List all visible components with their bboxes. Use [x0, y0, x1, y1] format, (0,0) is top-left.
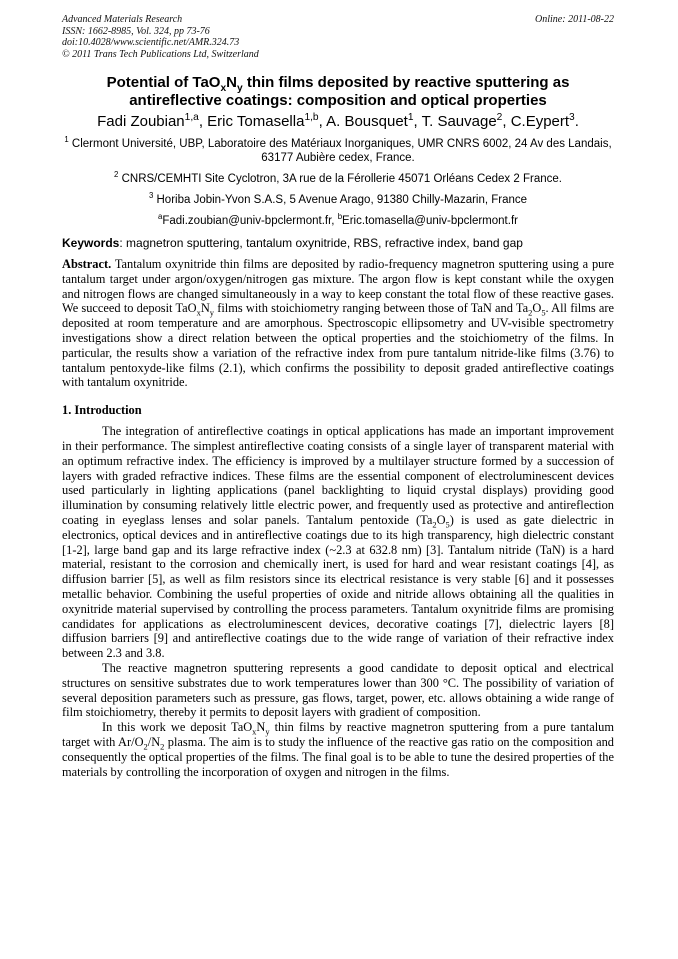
author: Eric Tomasella [207, 113, 305, 130]
section-heading: 1. Introduction [62, 403, 142, 418]
paragraph: The reactive magnetron sputtering represents a good candidate to deposit optical and electrical structures on sensitive substrates due to work temperatures lower than 300 °C. The possibility of variation of several deposition parameters such as pressure, gas flows, target, power, etc. allows obtaining a wide range of film stoichiometry, thereby it permits to deposit layers with gradient of composition. [62, 660, 614, 720]
affiliations [62, 137, 614, 228]
author: C.Eypert [510, 113, 570, 130]
paper-title: Potential of $TaO_xN_y$ thin films deposited by reactive sputtering as antireflective coatings: composition and optical properties [106, 74, 570, 109]
email-link-b[interactable]: Eric.tomasella@univ-bpclermont.fr [342, 215, 518, 227]
email-line: $^a$Fadi.zoubian@univ-bpclermont.fr, $^b$Eric.tomasella@univ-bpclermont.fr [158, 212, 518, 227]
author-list: Fadi Zoubian$^{1,a}$, Eric Tomasella$^{1,b}$, A. Bousquet$^1$, T. Sauvage$^2$, C.Eypert$^3$. [97, 112, 579, 130]
abstract-label: Abstract. [62, 257, 112, 271]
keywords-label: Keywords [62, 236, 120, 250]
introduction-body [62, 424, 614, 779]
author: Fadi Zoubian [97, 113, 185, 130]
affiliation-1: $^1$ Clermont Université, UBP, Laboratoire des Matériaux Inorganiques, UMR CNRS 6002, 24 Av des Landais, 63177 Aubière cedex, France. [64, 135, 612, 164]
email-link-a[interactable]: Fadi.zoubian@univ-bpclermont.fr, [162, 215, 338, 227]
journal-header [62, 14, 614, 60]
issn-line: ISSN: 1662-8985, Vol. 324, pp 73-76 [62, 25, 210, 37]
affiliation-2: $^2$ CNRS/CEMHTI Site Cyclotron, 3A rue de la Férollerie 45071 Orléans Cedex 2 France. [114, 170, 562, 185]
doi-line: doi:10.4028/www.scientific.net/AMR.324.73 [62, 37, 240, 48]
author: A. Bousquet [326, 113, 408, 130]
keywords [62, 236, 614, 251]
copyright-line: © 2011 Trans Tech Publications Ltd, Switzerland [62, 48, 259, 60]
paragraph: In this work we deposit $TaO_xN_y$ thin films by reactive magnetron sputtering from a pure tantalum target with $Ar/O_2/N_2$ plasma. The aim is to study the influence of the reactive gas ratio on the composition and consequently the optical properties of the films. The final goal is to be able to tune the desired properties of the materials by controlling the incorporation of oxygen and nitrogen in the films. [62, 720, 614, 779]
keywords-text: : magnetron sputtering, tantalum oxynitride, RBS, refractive index, band gap [119, 236, 523, 250]
affiliation-3: $^3$ Horiba Jobin-Yvon S.A.S, 5 Avenue Arago, 91380 Chilly-Mazarin, France [148, 191, 528, 206]
journal-name: Advanced Materials Research [62, 14, 183, 25]
author: T. Sauvage [421, 113, 497, 130]
abstract: Abstract. Tantalum oxynitride thin films are deposited by radio-frequency magnetron sputtering using a pure tantalum target under argon/oxygen/nitrogen gas mixture. The argon flow is kept constant while the oxygen and nitrogen flows are changed simultaneously in a way to keep constant the total flow of these reactive gases. We succeed to deposit $TaO_xN_y$ films with stoichiometry ranging between those of TaN and $Ta_2O_5$. All films are deposited at room temperature and are amorphous. Spectroscopic ellipsometry and UV-visible spectrometry investigations show a direct relation between the optical properties and the stoichiometry of the films. In particular, the results show a variation of the refractive index from pure tantalum nitride-like films (3.76) to tantalum pentoxyde-like films (2.1), which confirms the possibility to deposit graded antireflective coatings with tantalum oxynitride. [62, 257, 615, 390]
paragraph: The integration of antireflective coatings in optical applications has made an important improvement in their performance. The simplest antireflective coating consists of a single layer of transparent material with an optimum refractive index. The efficiency is improved by a multilayer structure formed by a succession of layers with graded refractive indices. These films are the essential component of electroluminescent devices used particularly in lighting applications (panel backlighting to liquid crystal displays) providing good illumination by consuming relatively little electric power, and frequently used as protective and antireflection coating in eyeglass lenses and solar panels. Tantalum pentoxide $(Ta_2O_5)$ is used as gate dielectric in electronics, optical devices and in antireflective coatings due to its high transparency, high dielectric constant [1-2], large band gap and its large refractive index (~2.3 at 632.8 nm) [3]. Tantalum nitride (TaN) is a hard material, resistant to the corrosion and chemically inert, is used for hard and wear resistant coatings [4], as diffusion barrier [5], as well as film resistors since its electrical resistance is very stable [6] and it possesses metallic behavior. Combining the useful properties of oxide and nitride allows obtaining all the qualities in oxynitride material supervised by controlling the process parameters. Tantalum oxynitride films are promising candidates for applications as electroluminescent devices, decorative coatings [7], dielectric layers [8] diffusion barriers [9] and antireflective coatings due to the wide range of variation of their refractive index between 2.3 and 3.8. [62, 424, 614, 661]
paper-page [62, 14, 614, 779]
online-date: Online: 2011-08-22 [535, 14, 614, 25]
